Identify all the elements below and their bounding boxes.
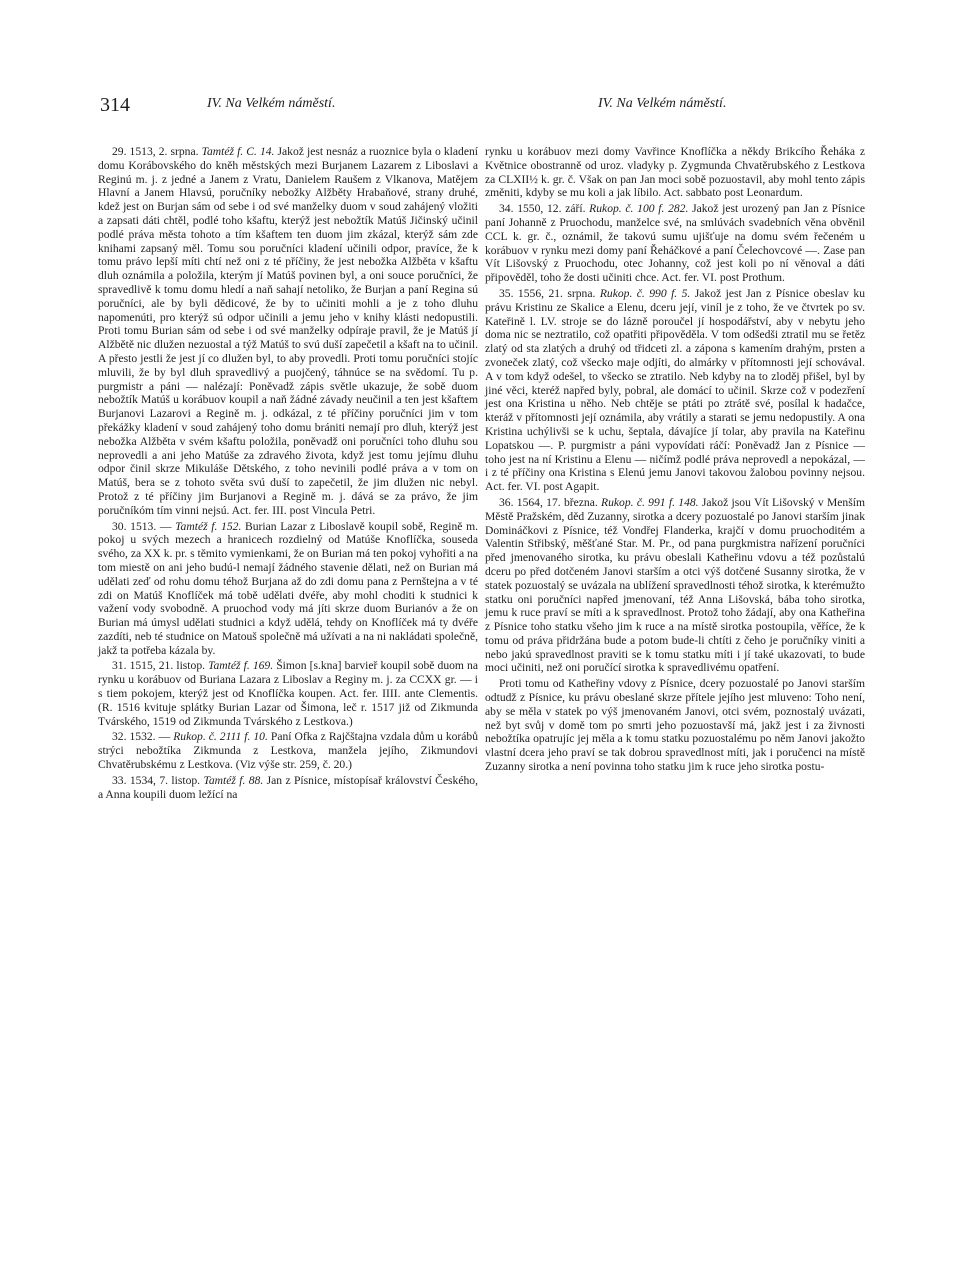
entry-lead: 31. 1515, 21. listop. [112,659,209,673]
entry-paragraph [485,496,865,675]
entry-paragraph [485,202,865,285]
entry-lead: 32. 1532. — [112,730,174,744]
entry-text: Jakož jest Jan z Písnice obeslav ku právu Kristinu ze Skalice a Elenu, dceru její, viníl je z toho, že ve čtvrtek po sv. Kateřině l. LV. stroje se do lázně poroučel jí hospodářství, aby v nebytu jeho doma nic se neztratilo, což opatřiti připověděla. V tom odšedši ztratil mu se řetěz zlatý od sta zlatých a druhý od třidceti zl. a zápona s kamením drahým, prsten a zvoneček zlatý, což všecko maje odjíti, do almárky v přítomnosti její schovával. A v tom když odešel, to všecko se ztratilo. Neb kdyby na to zloděj přišel, byl by jiné věci, kteréž napřed byly, pobral, ale domácí to učinil. Skrze což v podezření jest ona Kristina u něho. Neb chtěje se ptáti po ztrátě své, posílal k hadačce, kteráž v přítomnosti její oznámila, aby vrátily a starati se jemu nedopustily. A ona Kristina uchýlivši se k uchu, šeptala, dávajíce jí tolar, aby pravila na Kateřinu Lopatskou —. P. purgmistr a páni vypovídati ráčí: Poněvadž Jan z Písnice — toho jest na ní Kristinu a Elenu — ničímž podlé práva neprovedl a nepokázal, — i z té příčiny ona Kristina s Elenú jemu Janovi takovou žalobou povinny nejsou. Act. fer. VI. post Agapit. [485,286,865,494]
entry-text: Jakož jest nesnáz a ruoznice byla o kladení domu Korábovského do kněh městských mezi Burjanem Lazarem z Liboslavi a Reginú m. j. z jedné a Janem z Vratu, Danielem Raušem z Vlkanova, Matějem Hlavní a Janem Hlavsú, poručníky nebožky Alžběty Hrabaňové, strany druhé, kdež jest on Burjan sám od sebe i od své manželky duom v soud zahájený vložiti a zapsati dáti chtěl, podlé toho kšaftu, kterýž jest nebožtík Matúš Jičinský učinil podlé práva města tohoto a tím kšaftem ten duom jim zkázal, kterýž sám zde knihami zapsaný měl. Tomu sou poručníci kladení učinili odpor, pravíce, že k tomu právo lepší míti chtí než oni z té příčiny, že jest nebožka Alžběta v kšaftu dluh oznámila a položila, kterým jí Matúš povinen byl, a oni souce poručníci, že spravedlivě k tomu domu hledí a naň sahají netoliko, že Burjan a paní Regina sú poručníci, ale by byli dědicové, že by to učiniti mohli a je z toho dluhu napomenúti, pro kterýž sú odpor učinili a jemu jeho v knihy klásti nedopustili. Proti tomu Burian sám od sebe i od své manželky odpíraje pravil, že je Matúš jí Alžbětě nic dlužen nezuostal a týž Matúš to svú duší zapečetil a kšaft na to učinil. A přesto jestli že jest jí co dlužen byl, to aby provedli. Proti tomu poručníci stojíc mluvili, že by byl dluh spravedlivý a puojčený, táhnúce se na svědomí. Tu p. purgmistr a páni — nalézají: Poněvadž zápis světle ukazuje, že sobě duom nebožtík Matúš u korábuov koupil a naň žádné závady neučinil a ten jest kšaftem Burjanovi Lazarovi a Regině m. j. odkázal, z té příčiny poručníci jim v tom překážky kladení v soud zahájený toho domu brániti nemají pro dluh, kterýž jest nebožka Alžběta v svém kšaftu položila, poněvadž oni poručníci toho dluhu sou neprovedli a ani jeho Matúše za zdravého života, když jest tomu jejímu dluhu odpor činil skrze Mikuláše Dětského, z toho nevinili podlé práva a v tom on Matúš, bera se z tohoto světa svú duší to zapečetil, že jim dlužen nic nebyl. Protož z té příčiny jim Burjanovi a Regině m. j. dává se za právo, že jim poručníkóm tím vinni nejsú. Act. fer. III. post Vincula Petri. [98,145,478,517]
entry-paragraph [98,520,478,658]
entry-text: Burian Lazar z Liboslavě koupil sobě, Regině m. pokoj u svých mezech a hranicech rozdielný od Matúše Knoflíčka, souseda svého, za XX k. pr. s těmito vymienkami, že on Burian má ten pokoj vyhořiti a na tom miestě on ani jeho budú-l nemají žádného stavenie dělati, než on Burian má udělati zeď od rohu domu téhož Burjana až do zdi domu pana z Pernštejna a v té zdi on Matúš Knoflíček má tobě udělati dvéře, aby mohl choditi k studnici k važení vody svobodně. A pruochod vody má jíti skrze duom Burianóv a že on Burian má úmysl udělati studnici a když udělá, tehdy on Knoflíček má ty dvéře zazdíti, neb té studnice on Matouš společně má užívati a na ni nakládati společně, jakž ta potřeba kázala by. [98,519,478,657]
entry-text: rynku u korábuov mezi domy Vavřince Knoflíčka a někdy Brikcího Řeháka z Květnice obostranně od uroz. vladyky p. Zygmunda Chvatěrubského z Lestkova za CLXII½ k. gr. č. Však on pan Jan moci sobě pozuostavil, aby mohl tento zápis změniti, kdyby se mu koli a jak líbilo. Act. sabbato post Leonardum. [485,145,865,200]
entry-source: Rukop. č. 990 f. 5. [599,286,691,300]
entry-lead: 35. 1556, 21. srpna. [499,286,600,300]
running-head-right: IV. Na Velkém náměstí. [598,96,727,111]
entry-paragraph [485,145,865,200]
entry-source: Rukop. č. 2111 f. 10. [173,730,268,744]
entry-lead: 34. 1550, 12. září. [499,202,590,216]
entry-paragraph [98,659,478,728]
entry-text: Proti tomu od Katheřiny vdovy z Písnice, dcery pozuostalé po Janovi starším odtudž z Písnice, ku právu obeslané skrze přítele jejího jest mluveno: Toho není, aby se měla v statek po výš jmenovaném Janovi, otci svém, poznostalý uvázati, než byt svůj v domě tom po smrti jeho pozuostavší má, jakž jest i za živnosti nebožtíka opatrujíc jej měla a k tomu statku pozuostalému po něm Janovi jakožto vlastní dcera jeho praví se tak dobrou spravedlnost míti, jak i poručenci na místě Zuzanny sirotka a není povinna toho statku jim k ruce jeho sirotka postu- [485,677,865,774]
right-column [485,145,865,774]
left-column [98,145,478,801]
entry-lead: 36. 1564, 17. března. [499,495,602,509]
entry-text: Paní Ofka z Rajčštajna vzdala dům u korábů strýci nebožtíka Zikmunda z Lestkova, manžela jejího, Zikmundovi Chvatěrubskému z Lestkova. (Viz výše str. 259, č. 20.) [98,730,479,772]
entry-paragraph [485,287,865,494]
page-number: 314 [100,94,130,116]
running-head-left: IV. Na Velkém náměstí. [207,96,336,111]
entry-source: Tamtéž f. C. 14. [201,145,275,158]
entry-lead: 30. 1513. — [112,519,176,533]
entry-source: Rukop. č. 991 f. 148. [601,495,699,509]
entry-text: Jan z Písnice, místopísař království Českého, a Anna koupili duom ležící na [98,773,478,801]
entry-text: Šimon [s.kna] barvieř koupil sobě duom na rynku u korábuov od Buriana Lazara z Liboslav a Reginy m. j. za CCXX gr. — i s tiem pokojem, kterýž jest od Knoflíčka koupen. Act. fer. IIII. ante Clementis. (R. 1516 kvituje splátky Burian Lazar od Šimona, leč r. 1517 již od Zikmunda Tvárského, 1519 od Zikmunda Tvárského z Lestkova.) [98,659,478,728]
entry-source: Tamtéž f. 169. [208,659,274,673]
entry-paragraph [98,774,478,802]
entry-lead: 33. 1534, 7. listop. [112,773,204,787]
entry-paragraph [98,145,478,518]
entry-lead: 29. 1513, 2. srpna. [112,145,202,158]
entry-source: Tamtéž f. 88. [203,773,264,787]
entry-source: Tamtéž f. 152. [175,519,242,533]
entry-text: Jakož jsou Vít Lišovský v Menším Městě Pražském, děd Zuzanny, sirotka a dcery pozuostalé po Janovi starším jinak Domináčkovi z Písnice, též Vondřej Flanderka, krajčí v domu pruochoditém a Valentin Střibský, měšťané Star. M. Pr., od pana purgkmistra nařízení poručníci před jmenovaného sirotka, ku právu obeslali Katheřinu vdovu a též pozůstalú dceru po před dotčeném Janovi starším a otci výš dotčené Susanny sirotka, že v statek pozuostalý se uvázala na ublížení spravedlnosti téhož sirotka, k kterémužto statku oni poručníci napřed jmenovaní, též Anna Lišovská, bába toho sirotka, jemu k ruce praví se míti a k spravedlnost. Protož toho žádají, aby ona Katheřina z Písnice toho statku všeho jim k ruce a na místě sirotka postoupila, věříce, že k tomu od práva přidržána bude a potom bude-li chtíti z čeho je poručníky viniti a nebo jakú spravedlnost praviti se k tomu statku míti i jí také ukazovati, to bude moci učiniti, než oni poručící sirotka k spravedlivému opatření. [485,495,865,675]
entry-paragraph [485,677,865,774]
entry-paragraph [98,730,478,771]
entry-text: Jakož jest urozený pan Jan z Písnice paní Johanně z Pruochodu, manželce své, na smlúvách svadebních věna obvěnil CCL k. gr. č., oznámil, že takovú sumu ujišťuje na domu svém řečeném u korábuov v rynku mezi domy paní Řeháčkové a paní Čelechovcové —. Zase pan Vít Lišovský z Pruochodu, otec Johanny, což jest koli po ní věnoval a dáti připověděl, toho že dosti učiniti chce. Act. fer. VI. post Prothum. [485,202,865,285]
entry-source: Rukop. č. 100 f. 282. [589,202,689,216]
